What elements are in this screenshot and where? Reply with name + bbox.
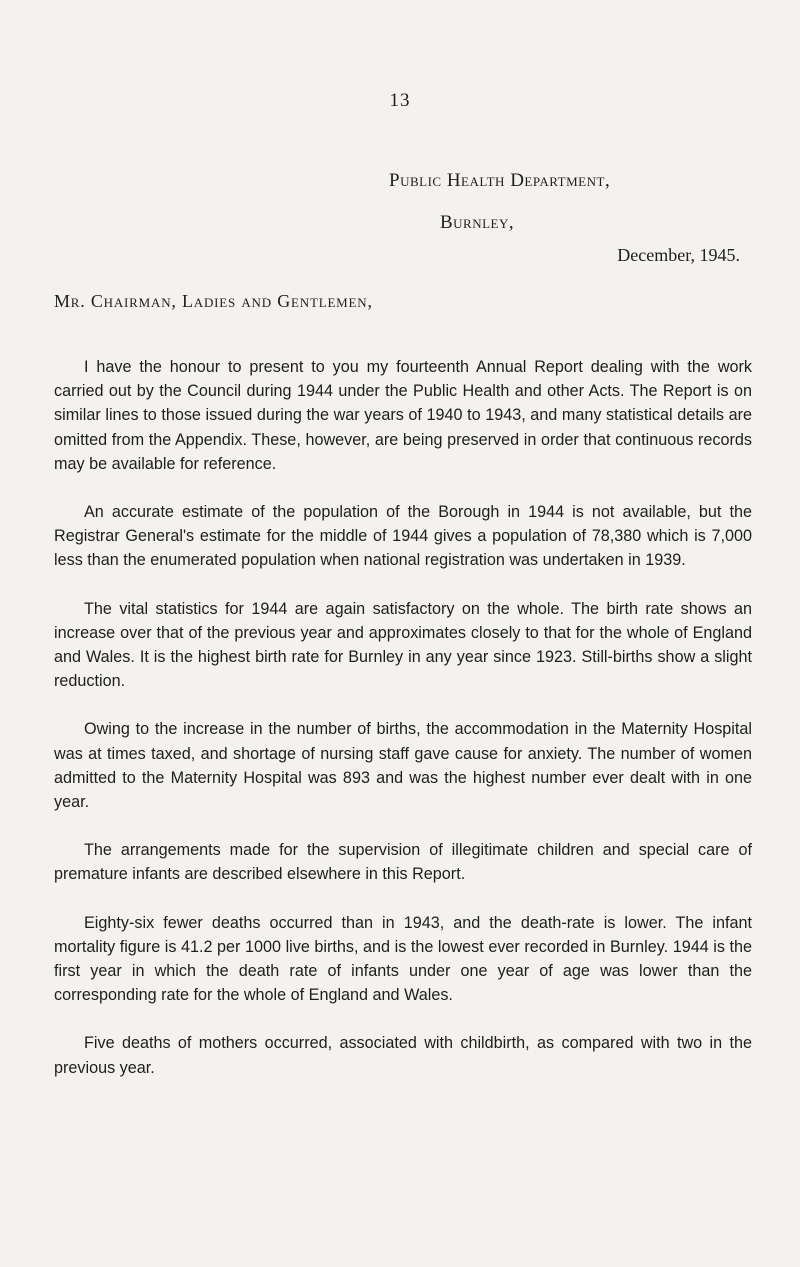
paragraph-child-care: The arrangements made for the supervision of illegitimate children and special care of premature infants are described elsewhere in this Report. — [54, 841, 752, 884]
paragraph-deaths: Eighty-six fewer deaths occurred than in 1943, and the death-rate is lower. The infant mortality figure is 41.2 per 1000 live births, and is the lowest ever recorded in Burnley. 1944 is the first year in which the death rate of infants under one year of age was lower than the corresponding rate for the whole of England and Wales. — [54, 913, 752, 1005]
paragraph-annual-report: I have the honour to present to you my fourteenth Annual Report dealing with the work carried out by the Council during 1944 under the Public Health and other Acts. The Report is on similar lines to those issued during the war years of 1940 to 1943, and many statistical details are omitted from the Appendix. These, however, are being preserved in order that continuous records may be available for reference. — [54, 358, 752, 473]
paragraph-maternal-deaths: Five deaths of mothers occurred, associated with childbirth, as compared with two in the previous year. — [54, 1034, 752, 1077]
letter-date: December, 1945. — [617, 245, 740, 265]
paragraph-population: An accurate estimate of the population of the Borough in 1944 is not available, but the Registrar General's estimate for the middle of 1944 gives a population of 78,380 which is 7,000 less than the enumerated population when national registration was undertaken in 1939. — [54, 503, 752, 570]
page-number: 13 — [389, 90, 411, 111]
paragraph-maternity-hospital: Owing to the increase in the number of births, the accommodation in the Maternity Hospital was at times taxed, and shortage of nursing staff gave cause for anxiety. The number of women admitted to the Maternity Hospital was 893 and was the highest number ever dealt with in one year. — [54, 720, 752, 812]
letter-body — [54, 355, 752, 1104]
paragraph-vital-statistics: The vital statistics for 1944 are again satisfactory on the whole. The birth rate shows an increase over that of the previous year and approximates closely to that for the whole of England and Wales. It is the highest birth rate for Burnley in any year since 1923. Still-births show a slight reduction. — [54, 599, 752, 691]
salutation: Mr. Chairman, Ladies and Gentlemen, — [54, 291, 373, 311]
department-name: Public Health Department, — [389, 170, 611, 191]
town-name: Burnley, — [440, 212, 515, 233]
